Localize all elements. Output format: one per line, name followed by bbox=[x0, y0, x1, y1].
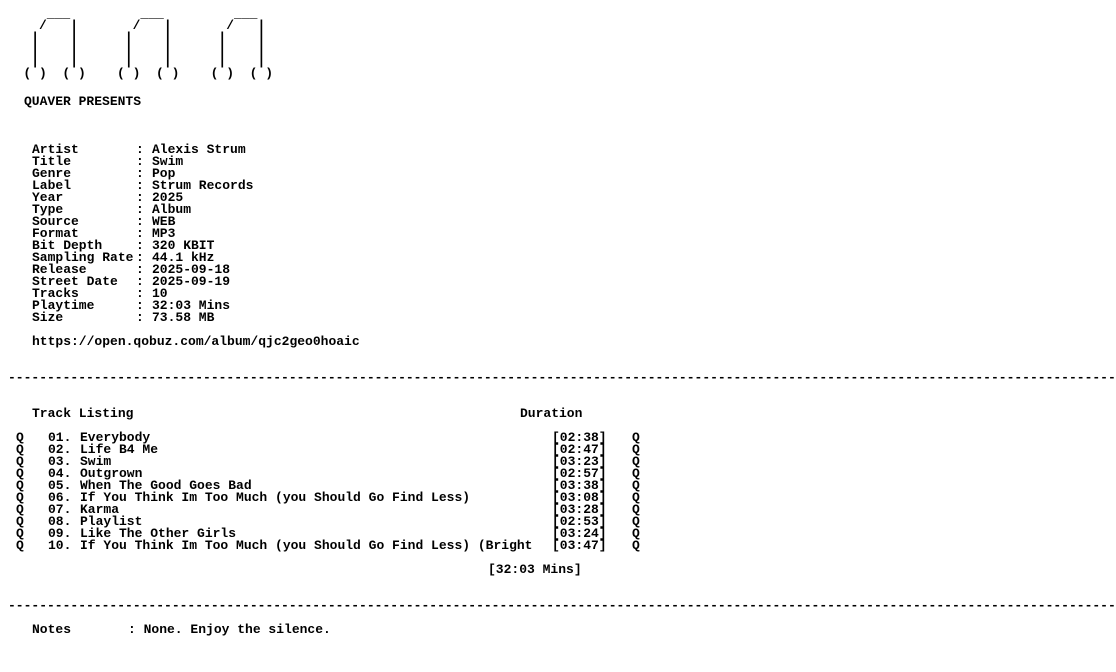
track-marker-left: Q bbox=[16, 538, 24, 553]
info-value: Pop bbox=[152, 166, 176, 181]
track-title: Like The Other Girls bbox=[80, 526, 237, 541]
track-marker-left: Q bbox=[16, 490, 24, 505]
track-duration: [03:28] bbox=[552, 502, 607, 517]
track-title: If You Think Im Too Much (you Should Go Find Less) bbox=[80, 490, 471, 505]
info-label: Genre bbox=[32, 166, 72, 181]
track-title: Swim bbox=[80, 454, 112, 469]
info-colon: : bbox=[136, 202, 144, 217]
track-number: 07. bbox=[48, 502, 72, 517]
info-label: Tracks bbox=[32, 286, 79, 301]
track-duration: [03:47] bbox=[552, 538, 607, 553]
info-value: MP3 bbox=[152, 226, 176, 241]
track-marker-right: Q bbox=[632, 526, 640, 541]
info-value: WEB bbox=[152, 214, 176, 229]
info-label: Title bbox=[32, 154, 72, 169]
info-label: Artist bbox=[32, 142, 79, 157]
track-marker-left: Q bbox=[16, 514, 24, 529]
track-marker-right: Q bbox=[632, 490, 640, 505]
track-title: If You Think Im Too Much (you Should Go Find Less) (Bright bbox=[80, 538, 533, 553]
info-colon: : bbox=[136, 142, 144, 157]
info-label: Year bbox=[32, 190, 64, 205]
info-colon: : bbox=[136, 214, 144, 229]
total-playtime: [32:03 Mins] bbox=[488, 562, 582, 577]
notes-value: : None. Enjoy the silence. bbox=[128, 622, 331, 637]
info-value: Swim bbox=[152, 154, 184, 169]
info-label: Bit Depth bbox=[32, 238, 103, 253]
track-marker-left: Q bbox=[16, 526, 24, 541]
track-marker-left: Q bbox=[16, 502, 24, 517]
track-number: 05. bbox=[48, 478, 72, 493]
track-marker-left: Q bbox=[16, 478, 24, 493]
tracklist-heading: Track Listing bbox=[32, 406, 134, 421]
track-title: Life B4 Me bbox=[80, 442, 159, 457]
info-colon: : bbox=[136, 190, 144, 205]
info-value: Album bbox=[152, 202, 192, 217]
track-duration: [03:38] bbox=[552, 478, 607, 493]
info-value: 320 KBIT bbox=[152, 238, 215, 253]
info-value: 2025-09-18 bbox=[152, 262, 231, 277]
track-marker-right: Q bbox=[632, 514, 640, 529]
info-colon: : bbox=[136, 298, 144, 313]
track-marker-right: Q bbox=[632, 538, 640, 553]
presents-line: QUAVER PRESENTS bbox=[24, 94, 142, 109]
separator-bottom: ---------------------------------------------------------------------------------------------------------------------------------------------- bbox=[8, 598, 1116, 613]
info-colon: : bbox=[136, 286, 144, 301]
track-duration: [03:23] bbox=[552, 454, 607, 469]
info-label: Source bbox=[32, 214, 79, 229]
track-title: Karma bbox=[80, 502, 120, 517]
track-title: Playlist bbox=[80, 514, 143, 529]
info-value: 2025 bbox=[152, 190, 184, 205]
track-marker-right: Q bbox=[632, 430, 640, 445]
track-duration: [02:38] bbox=[552, 430, 607, 445]
info-value: Strum Records bbox=[152, 178, 254, 193]
info-label: Label bbox=[32, 178, 72, 193]
track-marker-left: Q bbox=[16, 454, 24, 469]
track-number: 06. bbox=[48, 490, 72, 505]
track-marker-left: Q bbox=[16, 430, 24, 445]
track-title: Everybody bbox=[80, 430, 151, 445]
info-colon: : bbox=[136, 154, 144, 169]
info-value: 10 bbox=[152, 286, 168, 301]
info-colon: : bbox=[136, 178, 144, 193]
track-title: Outgrown bbox=[80, 466, 143, 481]
duration-heading: Duration bbox=[520, 406, 583, 421]
info-colon: : bbox=[136, 166, 144, 181]
info-colon: : bbox=[136, 274, 144, 289]
track-number: 04. bbox=[48, 466, 72, 481]
track-duration: [02:57] bbox=[552, 466, 607, 481]
album-url[interactable]: https://open.qobuz.com/album/qjc2geo0hoaic bbox=[32, 334, 360, 349]
track-marker-right: Q bbox=[632, 454, 640, 469]
track-marker-left: Q bbox=[16, 442, 24, 457]
track-number: 08. bbox=[48, 514, 72, 529]
track-marker-right: Q bbox=[632, 442, 640, 457]
info-colon: : bbox=[136, 226, 144, 241]
track-number: 03. bbox=[48, 454, 72, 469]
info-colon: : bbox=[136, 262, 144, 277]
track-title: When The Good Goes Bad bbox=[80, 478, 252, 493]
track-number: 09. bbox=[48, 526, 72, 541]
info-value: 44.1 kHz bbox=[152, 250, 215, 265]
track-duration: [03:24] bbox=[552, 526, 607, 541]
track-number: 10. bbox=[48, 538, 72, 553]
info-label: Street Date bbox=[32, 274, 118, 289]
info-label: Type bbox=[32, 202, 64, 217]
track-marker-right: Q bbox=[632, 466, 640, 481]
info-colon: : bbox=[136, 250, 144, 265]
info-colon: : bbox=[136, 238, 144, 253]
track-duration: [02:47] bbox=[552, 442, 607, 457]
info-colon: : bbox=[136, 310, 144, 325]
info-label: Playtime bbox=[32, 298, 95, 313]
info-value: Alexis Strum bbox=[152, 142, 246, 157]
track-marker-left: Q bbox=[16, 466, 24, 481]
track-marker-right: Q bbox=[632, 502, 640, 517]
info-label: Sampling Rate bbox=[32, 250, 134, 265]
info-label: Format bbox=[32, 226, 79, 241]
track-number: 02. bbox=[48, 442, 72, 457]
track-marker-right: Q bbox=[632, 478, 640, 493]
track-duration: [02:53] bbox=[552, 514, 607, 529]
ascii-logo: ___ ___ ___ / | / | / | | | | | | | | | | | | | | | | | | | ( ) ( ) ( ) ( ) ( ) ( ) bbox=[23, 6, 274, 81]
info-value: 32:03 Mins bbox=[152, 298, 231, 313]
info-value: 73.58 MB bbox=[152, 310, 215, 325]
notes-label: Notes bbox=[32, 622, 72, 637]
track-duration: [03:08] bbox=[552, 490, 607, 505]
separator-top: ---------------------------------------------------------------------------------------------------------------------------------------------- bbox=[8, 370, 1116, 385]
info-label: Release bbox=[32, 262, 87, 277]
info-value: 2025-09-19 bbox=[152, 274, 231, 289]
track-number: 01. bbox=[48, 430, 72, 445]
info-label: Size bbox=[32, 310, 64, 325]
